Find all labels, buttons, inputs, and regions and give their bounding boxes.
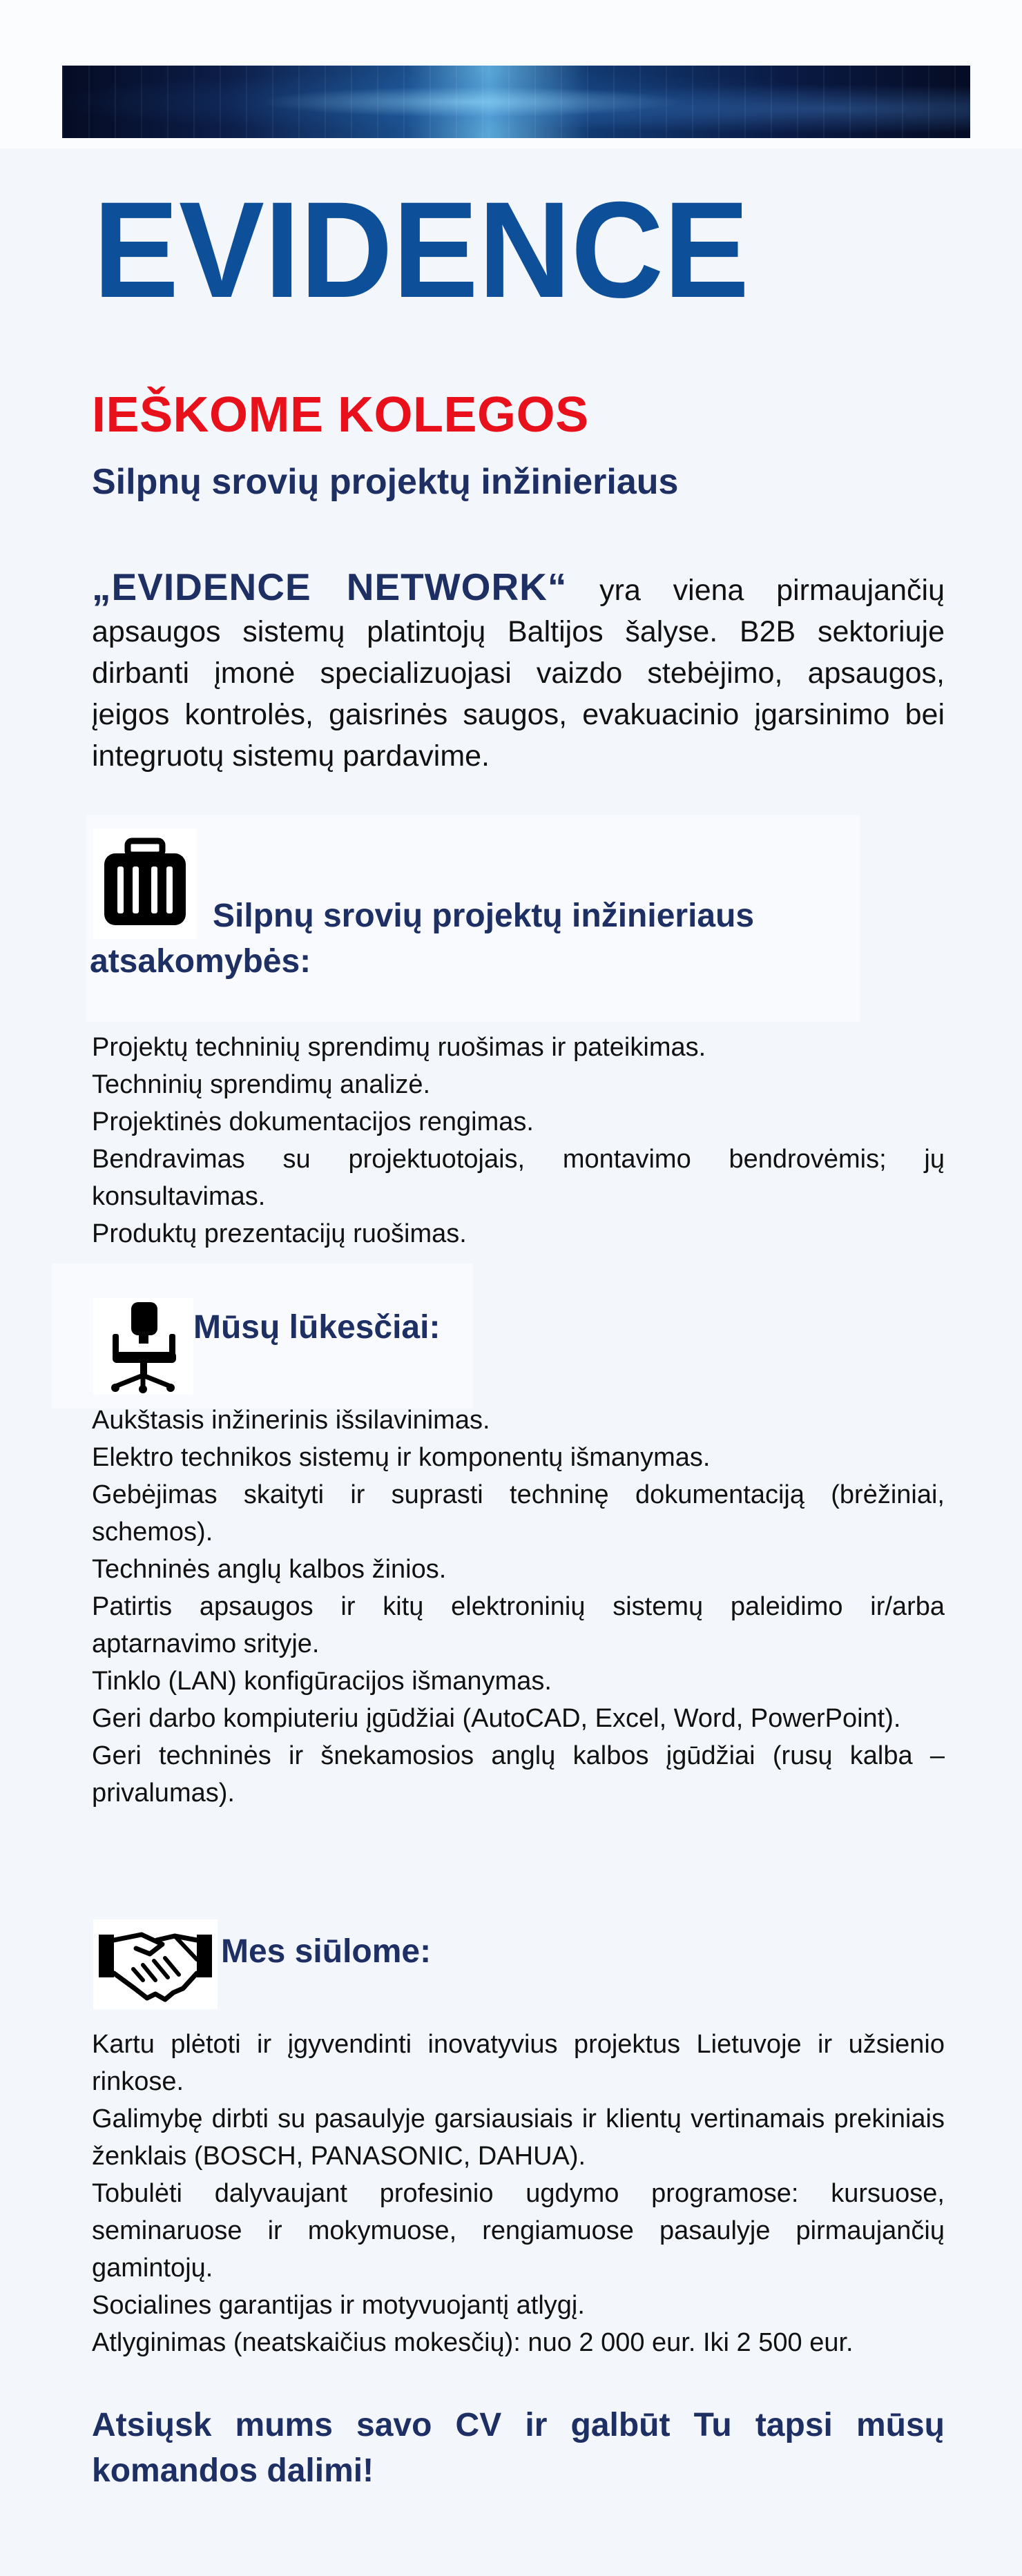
company-name: „EVIDENCE NETWORK“: [92, 565, 568, 608]
office-chair-icon: [93, 1298, 193, 1395]
list-item: Galimybę dirbti su pasaulyje garsiausiais ir klientų vertinamais prekiniais ženklais (BOSCH, PANASONIC, DAHUA).: [92, 2104, 945, 2171]
list-item: Aukštasis inžinerinis išsilavinimas.: [92, 1406, 490, 1435]
page-title: IEŠKOME KOLEGOS: [92, 387, 589, 443]
evidence-logo: [93, 185, 756, 316]
header-banner-image: [62, 66, 970, 138]
list-item: Kartu plėtoti ir įgyvendinti inovatyvius projektus Lietuvoje ir užsienio rinkose.: [92, 2030, 945, 2096]
list-item: Bendravimas su projektuotojais, montavimo bendrovėmis; jų konsultavimas.: [92, 1145, 945, 1211]
list-item: Projektinės dokumentacijos rengimas.: [92, 1107, 534, 1136]
responsibilities-title-cont: atsakomybės:: [90, 943, 311, 980]
logo-text: EVIDENCE: [93, 185, 749, 316]
list-item: Tinklo (LAN) konfigūracijos išmanymas.: [92, 1667, 552, 1696]
list-item: Produktų prezentacijų ruošimas.: [92, 1219, 467, 1248]
list-item: Elektro technikos sistemų ir komponentų išmanymas.: [92, 1443, 711, 1472]
offer-title: Mes siūlome:: [221, 1933, 432, 1970]
list-item: Atlyginimas (neatskaičius mokesčių): nuo 2 000 eur. Iki 2 500 eur.: [92, 2328, 854, 2357]
responsibilities-title: Silpnų srovių projektų inžinieriaus: [213, 898, 755, 934]
page-subtitle: Silpnų srovių projektų inžinieriaus: [92, 462, 679, 502]
list-item: Geri techninės ir šnekamosios anglų kalbos įgūdžiai (rusų kalba – privalumas).: [92, 1741, 945, 1808]
list-item: Techninės anglų kalbos žinios.: [92, 1555, 447, 1584]
briefcase-icon: [93, 829, 197, 939]
responsibilities-list: [92, 1029, 945, 1252]
offer-list: [92, 2026, 945, 2361]
handshake-icon: [93, 1919, 218, 2009]
intro-text: yra viena pirmaujančių apsaugos sistemų platintojų Baltijos šalyse. B2B sektoriuje dirbanti įmonė specializuojasi vaizdo stebėjimo, apsaugos, įeigos kontrolės, gaisrinės saugos, evakuacinio įgarsinimo bei integruotų sistemų pardavime.: [92, 574, 945, 773]
list-item: Gebėjimas skaityti ir suprasti techninę dokumentaciją (brėžiniai, schemos).: [92, 1480, 945, 1547]
list-item: Patirtis apsaugos ir kitų elektroninių sistemų paleidimo ir/arba aptarnavimo srityje.: [92, 1592, 945, 1658]
intro-paragraph: [92, 566, 945, 777]
expectations-title: Mūsų lūkesčiai:: [193, 1309, 441, 1346]
call-to-action: Atsiųsk mums savo CV ir galbūt Tu tapsi mūsų komandos dalimi!: [92, 2407, 945, 2489]
expectations-list: [92, 1402, 945, 1812]
list-item: Tobulėti dalyvaujant profesinio ugdymo programose: kursuose, seminaruose ir mokymuose, rengiamuose pasaulyje pirmaujančių gamintojų.: [92, 2179, 945, 2283]
list-item: Geri darbo kompiuteriu įgūdžiai (AutoCAD, Excel, Word, PowerPoint).: [92, 1704, 901, 1733]
list-item: Projektų techninių sprendimų ruošimas ir pateikimas.: [92, 1033, 706, 1062]
list-item: Techninių sprendimų analizė.: [92, 1070, 431, 1099]
list-item: Socialines garantijas ir motyvuojantį atlygį.: [92, 2291, 585, 2320]
